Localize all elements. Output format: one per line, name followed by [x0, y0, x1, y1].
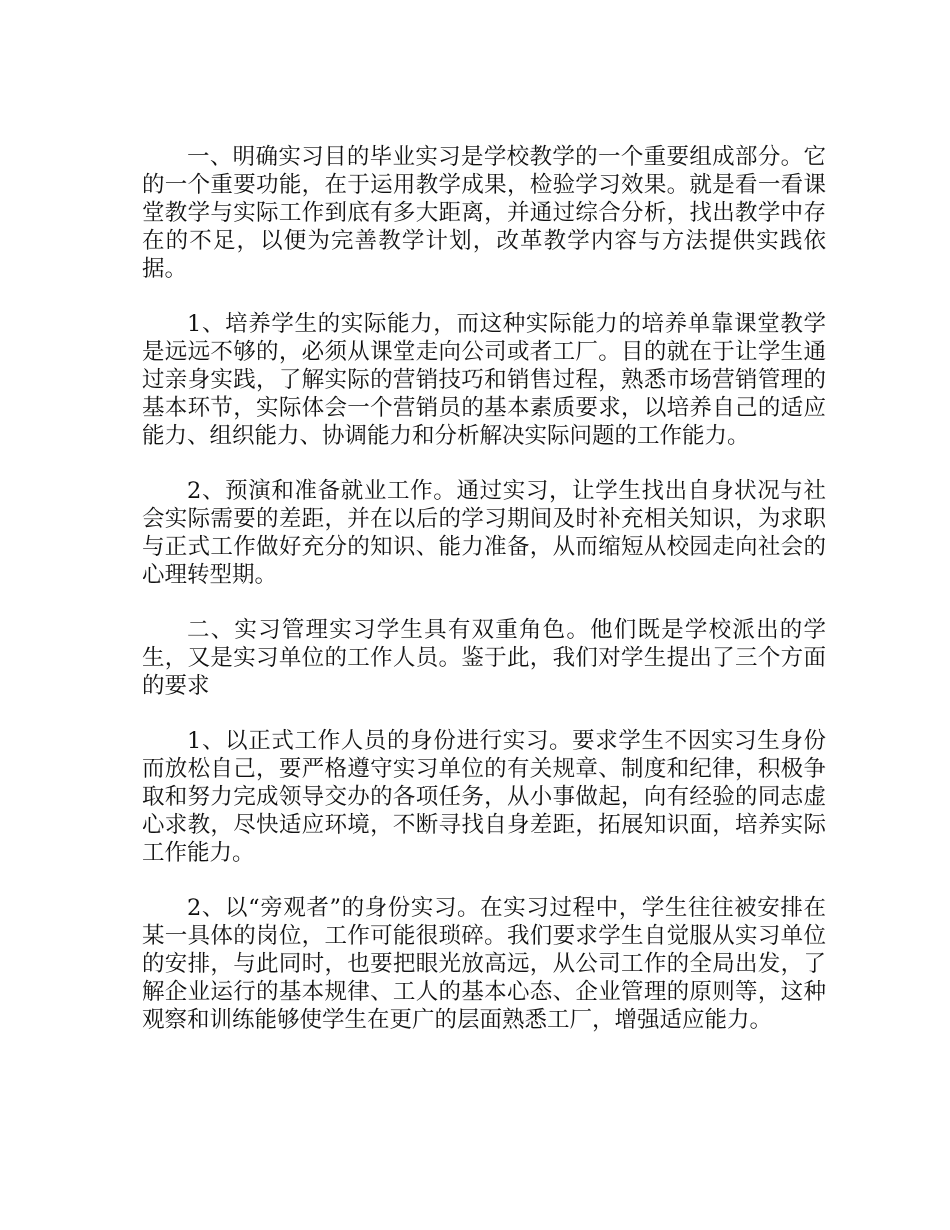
paragraph-internship-purpose: 一、明确实习目的毕业实习是学校教学的一个重要组成部分。它的一个重要功能，在于运用教学成果，检验学习效果。就是看一看课堂教学与实际工作到底有多大距离，并通过综合分析，找出教学中存在的不足，以便为完善教学计划，改革教学内容与方法提供实践依据。	[142, 144, 826, 282]
paragraph-observer-identity: 2、以“旁观者”的身份实习。在实习过程中，学生往往被安排在某一具体的岗位，工作可能很琐碎。我们要求学生自觉服从实习单位的安排，与此同时，也要把眼光放高远，从公司工作的全局出发，了解企业运行的基本规律、工人的基本心态、企业管理的原则等，这种观察和训练能够使学生在更广的层面熟悉工厂，增强适应能力。	[142, 895, 826, 1033]
paragraph-formal-staff-identity: 1、以正式工作人员的身份进行实习。要求学生不因实习生身份而放松自己，要严格遵守实习单位的有关规章、制度和纪律，积极争取和努力完成领导交办的各项任务，从小事做起，向有经验的同志虚心求教，尽快适应环境，不断寻找自身差距，拓展知识面，培养实际工作能力。	[142, 728, 826, 866]
paragraph-practical-ability: 1、培养学生的实际能力，而这种实际能力的培养单靠课堂教学是远远不够的，必须从课堂走向公司或者工厂。目的就在于让学生通过亲身实践，了解实际的营销技巧和销售过程，熟悉市场营销管理的基本环节，实际体会一个营销员的基本素质要求，以培养自己的适应能力、组织能力、协调能力和分析解决实际问题的工作能力。	[142, 311, 826, 449]
document-body	[142, 143, 826, 1061]
paragraph-employment-preparation: 2、预演和准备就业工作。通过实习，让学生找出自身状况与社会实际需要的差距，并在以后的学习期间及时补充相关知识，为求职与正式工作做好充分的知识、能力准备，从而缩短从校园走向社会的心理转型期。	[142, 478, 826, 588]
paragraph-internship-management: 二、实习管理实习学生具有双重角色。他们既是学校派出的学生，又是实习单位的工作人员。鉴于此，我们对学生提出了三个方面的要求	[142, 617, 826, 699]
